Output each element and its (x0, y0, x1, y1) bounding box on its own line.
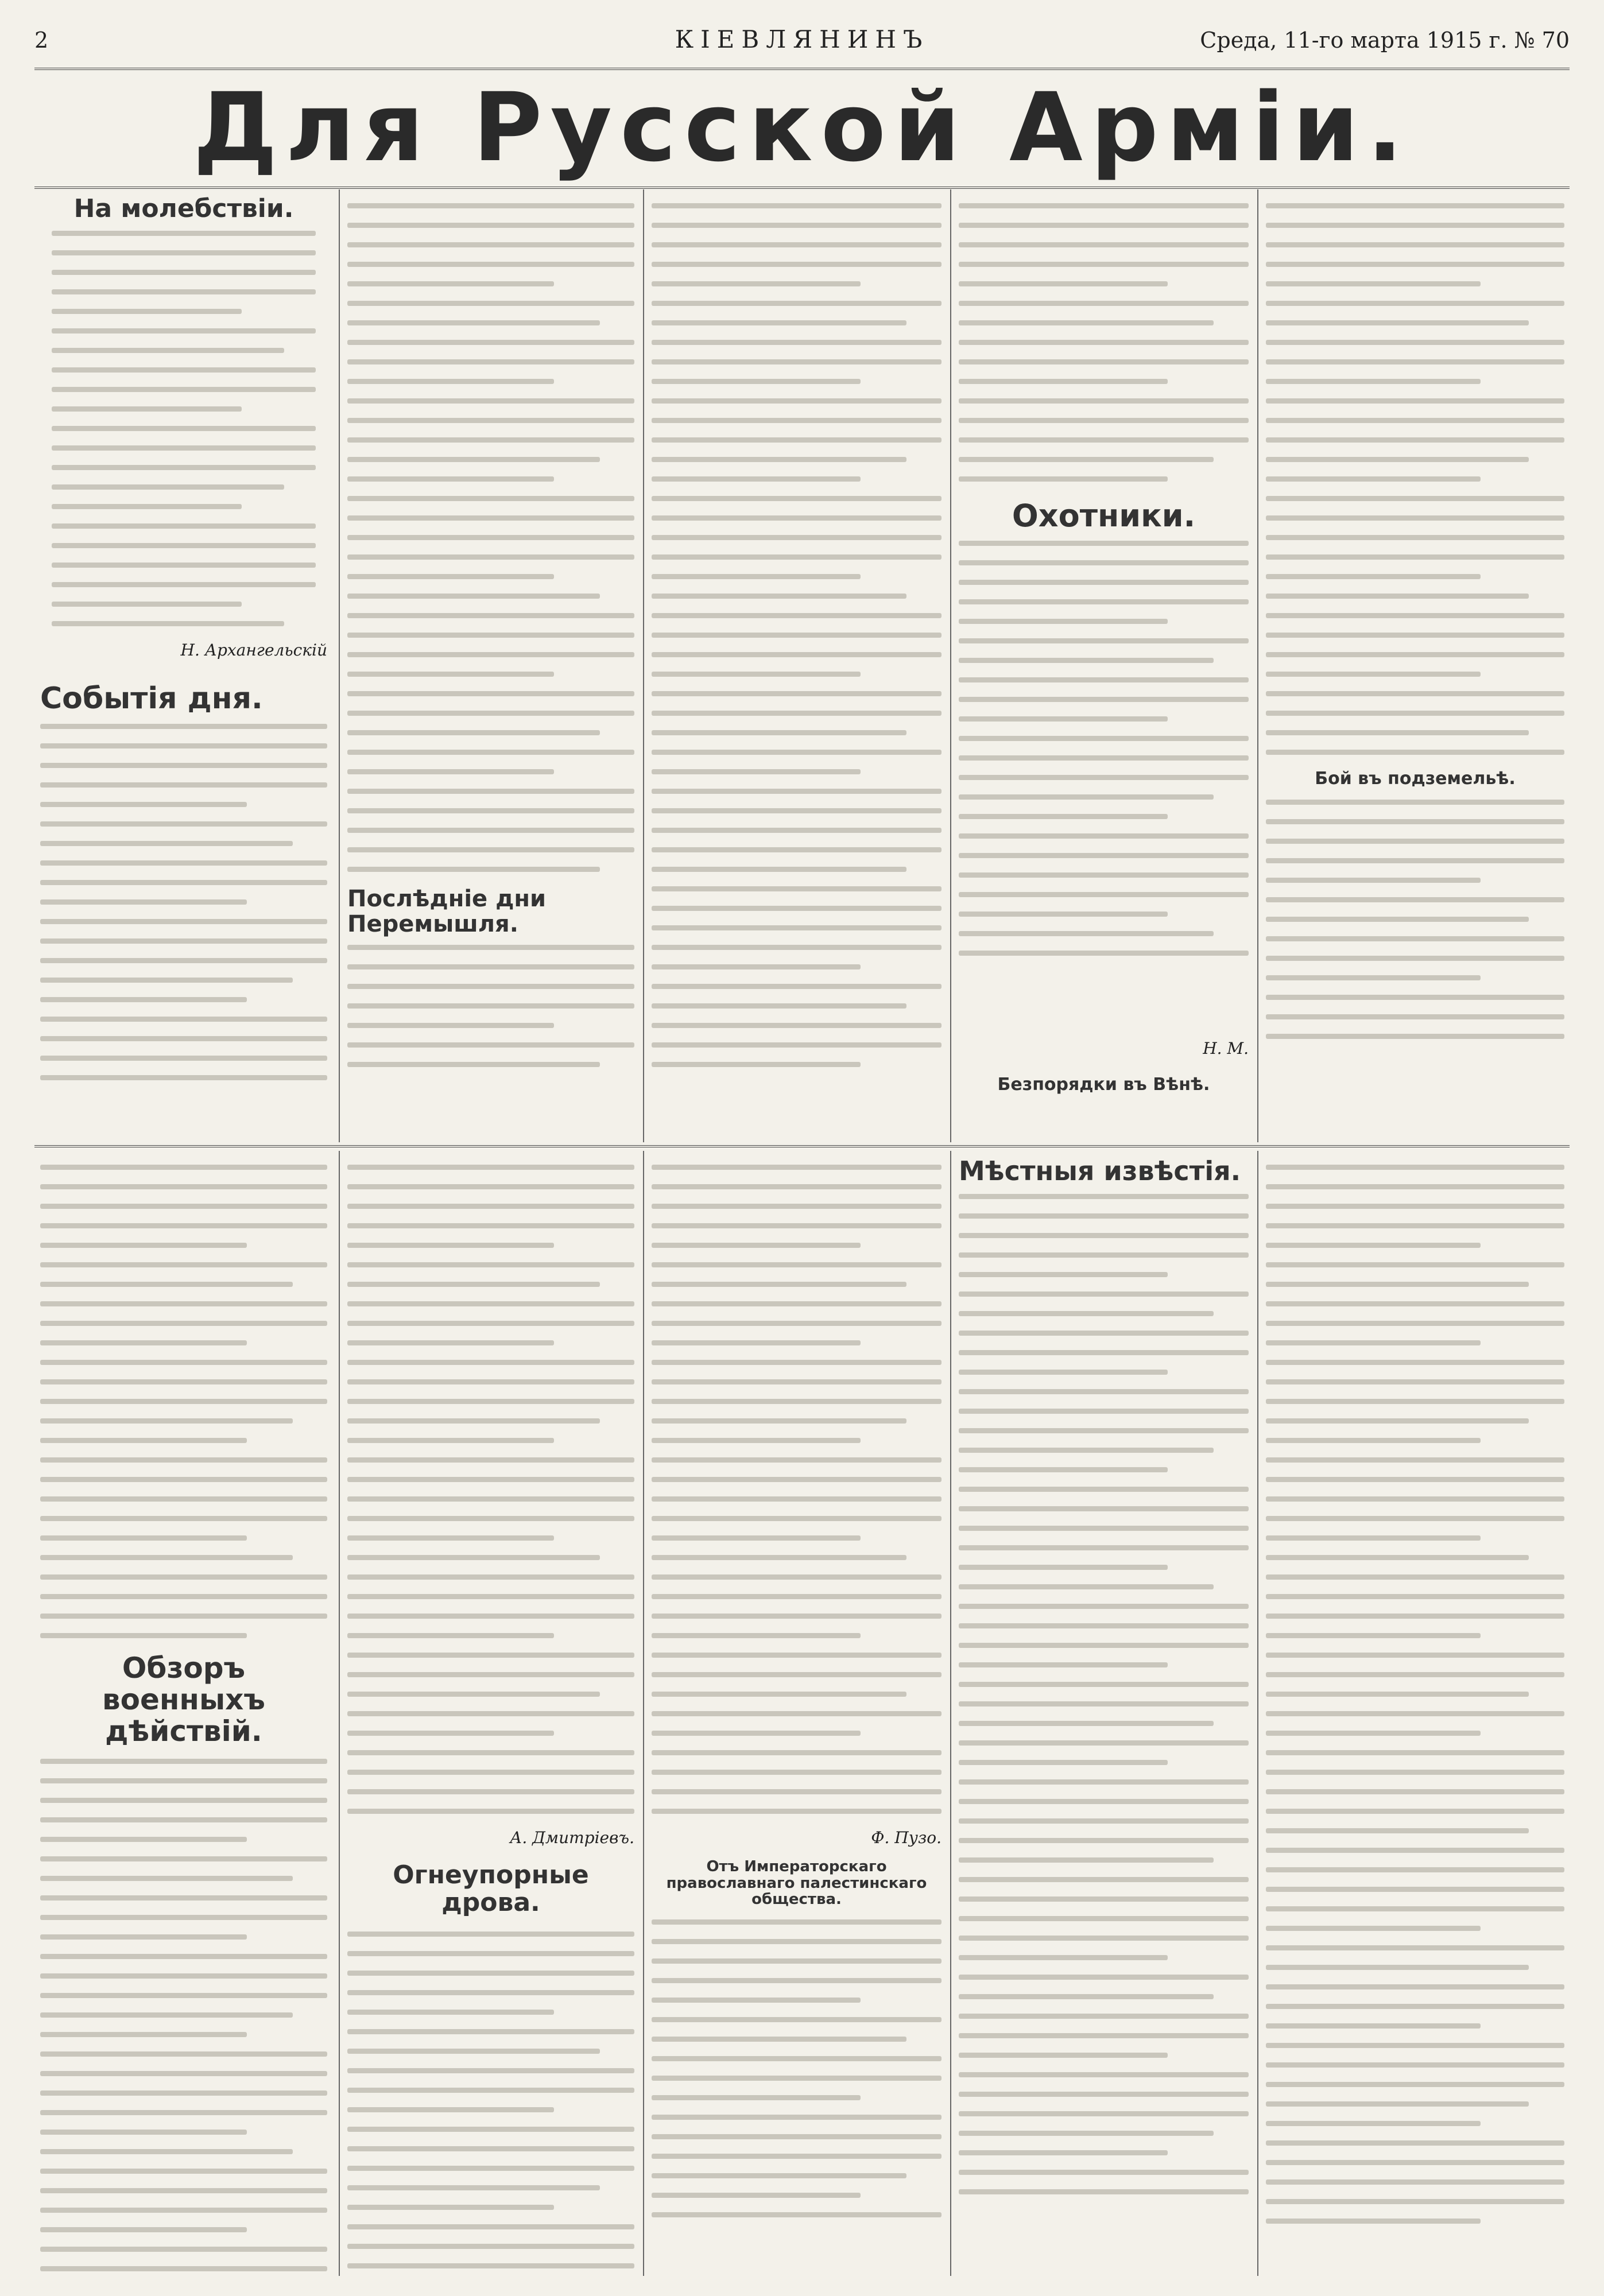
column-divider (339, 189, 340, 1142)
firewood-title: Огнеупорные дрова. (393, 1860, 589, 1918)
article-column (652, 195, 942, 1137)
local-news-column (959, 1157, 1249, 2276)
masthead (34, 23, 1570, 63)
column-divider (950, 1151, 951, 2276)
firewood-signature: Ф. Пузо. (871, 1828, 942, 1847)
newspaper-name: КІЕВЛЯНИНЪ (675, 25, 929, 53)
riots-block (959, 1039, 1249, 1137)
peremyshl-title: Послѣдніе дни Перемышля. (347, 886, 547, 937)
article-column (347, 195, 634, 1137)
hunters-signature: Н. М. (1203, 1039, 1249, 1058)
article-column (1266, 195, 1564, 1137)
column-divider (950, 189, 951, 1142)
article-column (959, 195, 1249, 1137)
society-title: Отъ Императорскаго православнаго палестинскаго общества. (666, 1858, 927, 1909)
column-divider (643, 189, 644, 1142)
local-news-title: Мѣстныя извѣстія. (959, 1157, 1241, 1186)
poem-author: Н. Архангельскій (180, 641, 327, 660)
article-column (1266, 1157, 1564, 2276)
review-title: Обзоръ военныхъ дѣйствій. (102, 1651, 266, 1748)
review-signature: А. Дмитріевъ. (510, 1828, 634, 1847)
header-rule (34, 68, 1570, 70)
article-column (652, 1157, 942, 2276)
bread-title: Бой въ подземельѣ. (1315, 769, 1516, 789)
fold-rule (34, 1145, 1570, 1147)
review-continued-column (347, 1157, 634, 2276)
page-number: 2 (34, 28, 49, 53)
events-title: Событія дня. (40, 681, 263, 716)
banner-rule (34, 187, 1570, 189)
banner-headline: Для Русской Арміи. (193, 72, 1411, 183)
hunters-title: Охотники. (1012, 498, 1196, 534)
column-divider (339, 1151, 340, 2276)
poem-column (40, 195, 327, 1137)
review-column (40, 1157, 327, 2276)
poem-title: На молебствіи. (73, 195, 294, 223)
riots-title: Безпорядки въ Вѣнѣ. (997, 1075, 1210, 1095)
column-divider (1257, 189, 1258, 1142)
issue-date: Среда, 11-го марта 1915 г. № 70 (1200, 28, 1570, 53)
column-divider (1257, 1151, 1258, 2276)
column-divider (643, 1151, 644, 2276)
